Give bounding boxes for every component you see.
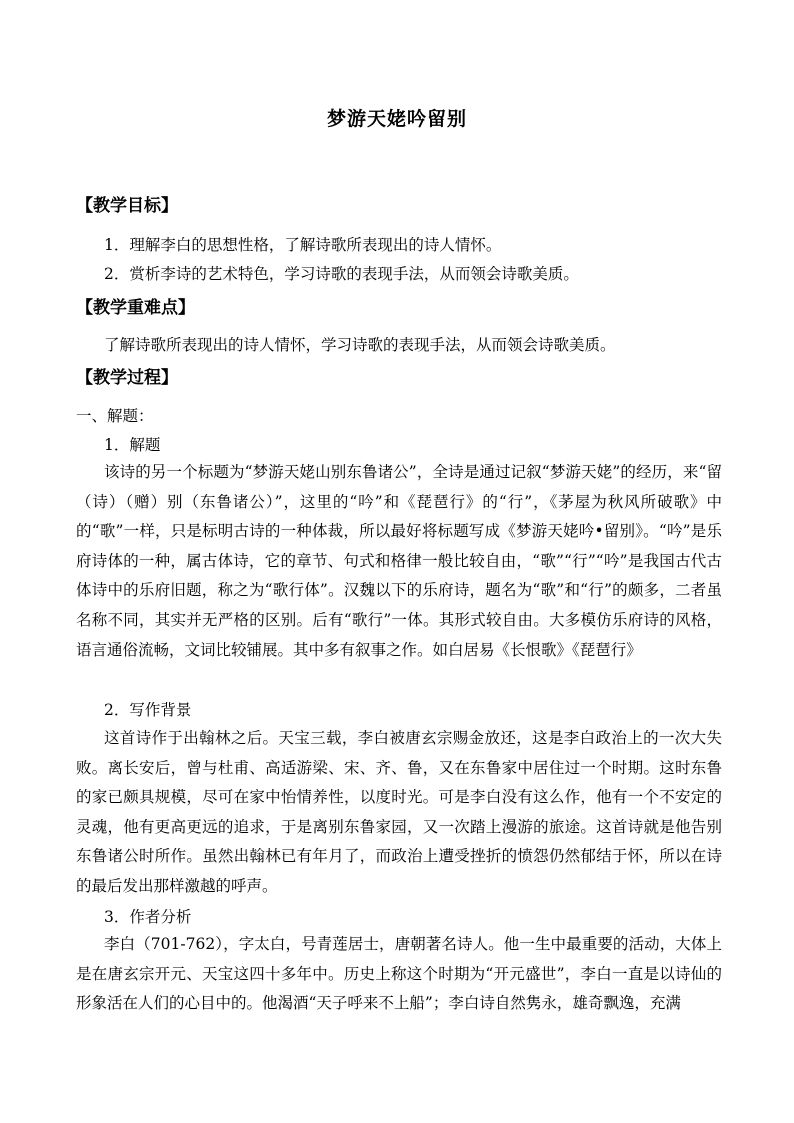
- subsection-title-2: 2．写作背景: [104, 701, 192, 719]
- goal-item-1: 1．理解李白的思想性格，了解诗歌所表现出的诗人情怀。: [104, 236, 502, 254]
- heading-teaching-process: 【教学过程】: [76, 368, 178, 388]
- document-title: 梦游天姥吟留别: [326, 108, 467, 130]
- key-points-text: 了解诗歌所表现出的诗人情怀，学习诗歌的表现手法，从而领会诗歌美质。: [104, 336, 616, 354]
- heading-teaching-goals: 【教学目标】: [76, 196, 178, 216]
- subsection-title-1: 1．解题: [104, 436, 161, 454]
- goal-item-2: 2．赏析李诗的艺术特色，学习诗歌的表现手法，从而领会诗歌美质。: [104, 265, 579, 283]
- subsection-text-3: 李白（701-762），字太白，号青莲居士，唐朝著名诗人。他一生中最重要的活动，大体上是在唐玄宗开元、天宝这四十多年中。历史上称这个时期为“开元盛世”，李白一直是以诗仙的形象活在人们的心目中的。他渴酒“天子呼来不上船”；李白诗自然隽永，雄奇飘逸，充满: [76, 935, 722, 1013]
- subsection-title-3: 3．作者分析: [104, 908, 192, 926]
- heading-key-points: 【教学重难点】: [76, 298, 195, 318]
- subsection-text-1: 该诗的另一个标题为“梦游天姥山别东鲁诸公”，全诗是通过记叙“梦游天姥”的经历，来“留（诗）（赠）别（东鲁诸公）”，这里的“吟”和《琵琶行》的“行”，《茅屋为秋风所破歌》中的“歌”一样，只是标明古诗的一种体裁，所以最好将标题写成《梦游天姥吟•留别》。“吟”是乐府诗体的一种，属古体诗，它的章节、句式和格律一般比较自由，“歌”“行”“吟”是我国古代古体诗中的乐府旧题，称之为“歌行体”。汉魏以下的乐府诗，题名为“歌”和“行”的颇多，二者虽名称不同，其实并无严格的区别。后有“歌行”一体。其形式较自由。大多模仿乐府诗的风格，语言通俗流畅，文词比较铺展。其中多有叙事之作。如白居易《长恨歌》《琵琶行》: [76, 463, 722, 659]
- part-one-heading: 一、解题：: [76, 407, 154, 425]
- subsection-text-2: 这首诗作于出翰林之后。天宝三载，李白被唐玄宗赐金放还，这是李白政治上的一次大失败。离长安后，曾与杜甫、高适游梁、宋、齐、鲁，又在东鲁家中居住过一个时期。这时东鲁的家已颇具规模，尽可在家中怡情养性，以度时光。可是李白没有这么作，他有一个不安定的灵魂，他有更高更远的追求，于是离别东鲁家园，又一次踏上漫游的旅途。这首诗就是他告别东鲁诸公时所作。虽然出翰林已有年月了，而政治上遭受挫折的愤怨仍然郁结于怀，所以在诗的最后发出那样激越的呼声。: [76, 729, 722, 895]
